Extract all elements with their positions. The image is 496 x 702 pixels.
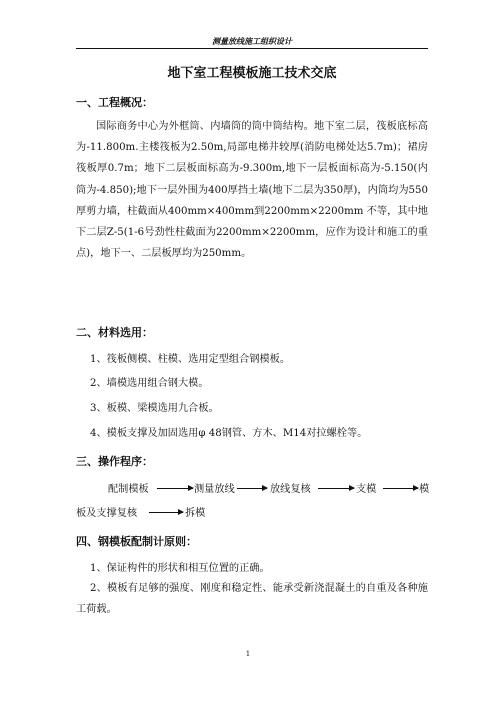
section-heading-principles: 四、钢模板配制计原则： xyxy=(76,535,197,548)
page-number: 1 xyxy=(245,650,251,658)
principles-item-1: 1、保证构件的形状和相互位置的正确。 xyxy=(90,563,270,574)
flow-arrow-icon xyxy=(383,488,418,489)
flow-step-5a: 模 xyxy=(419,484,430,495)
header-rule xyxy=(76,48,428,49)
flow-step-5b: 板及支撑复核 xyxy=(76,508,138,519)
flow-step-6: 拆模 xyxy=(185,508,206,519)
flow-step-1: 配制模板 xyxy=(108,484,149,495)
flow-arrow-icon xyxy=(318,488,354,489)
section-heading-materials: 二、材料选用： xyxy=(76,326,153,339)
materials-item-4: 4、模板支撑及加固选用φ 48钢管、方木、M14对拉螺栓等。 xyxy=(90,428,368,439)
procedure-flow-row-2 xyxy=(76,504,428,525)
section-heading-overview: 一、工程概况： xyxy=(76,96,153,109)
materials-item-2: 2、墙模选用组合钢大模。 xyxy=(90,378,209,389)
flow-step-3: 放线复核 xyxy=(270,484,311,495)
procedure-flow-row-1 xyxy=(76,480,428,501)
procedure-flow xyxy=(76,480,428,525)
flow-step-4: 支模 xyxy=(356,484,377,495)
document-title: 地下室工程模板施工技术交底 xyxy=(167,66,337,81)
materials-item-3: 3、板模、梁模选用九合板。 xyxy=(90,403,219,414)
overview-paragraph: 国际商务中心为外框筒、内墙筒的筒中筒结构。地下室二层，筏板底标高为-11.800m.主楼筏板为2.50m,局部电梯井较厚(消防电梯处达5.7m)；裙房筏板厚0.7m；地下二层板面标高为-9.300m,地下一层板面标高为-5.150(内筒为-4.850);地下一层外围为400厚挡土墙(地下二层为350厚)，内筒均为550厚剪力墙，柱截面从400mm×400mm到2200mm×2200mm 不等，其中地下二层Z-5(1-6号劲性柱截面为2200mm×2200mm，应作为设计和施工的重点)，地下一、二层板厚均为250mm。 xyxy=(76,121,428,260)
flow-step-2: 测量放线 xyxy=(194,484,235,495)
running-header: 测量放线施工组织设计 xyxy=(212,36,292,46)
materials-item-1: 1、筏板侧模、柱模、选用定型组合钢模板。 xyxy=(90,354,291,365)
principles-item-2: 2、模板有足够的强度、刚度和稳定性、能承受新浇混凝土的自重及各种施工荷载。 xyxy=(76,583,428,616)
flow-arrow-icon xyxy=(157,488,193,489)
flow-arrow-icon xyxy=(237,488,267,489)
flow-arrow-icon xyxy=(149,512,183,513)
section-heading-procedure: 三、操作程序： xyxy=(76,455,153,468)
